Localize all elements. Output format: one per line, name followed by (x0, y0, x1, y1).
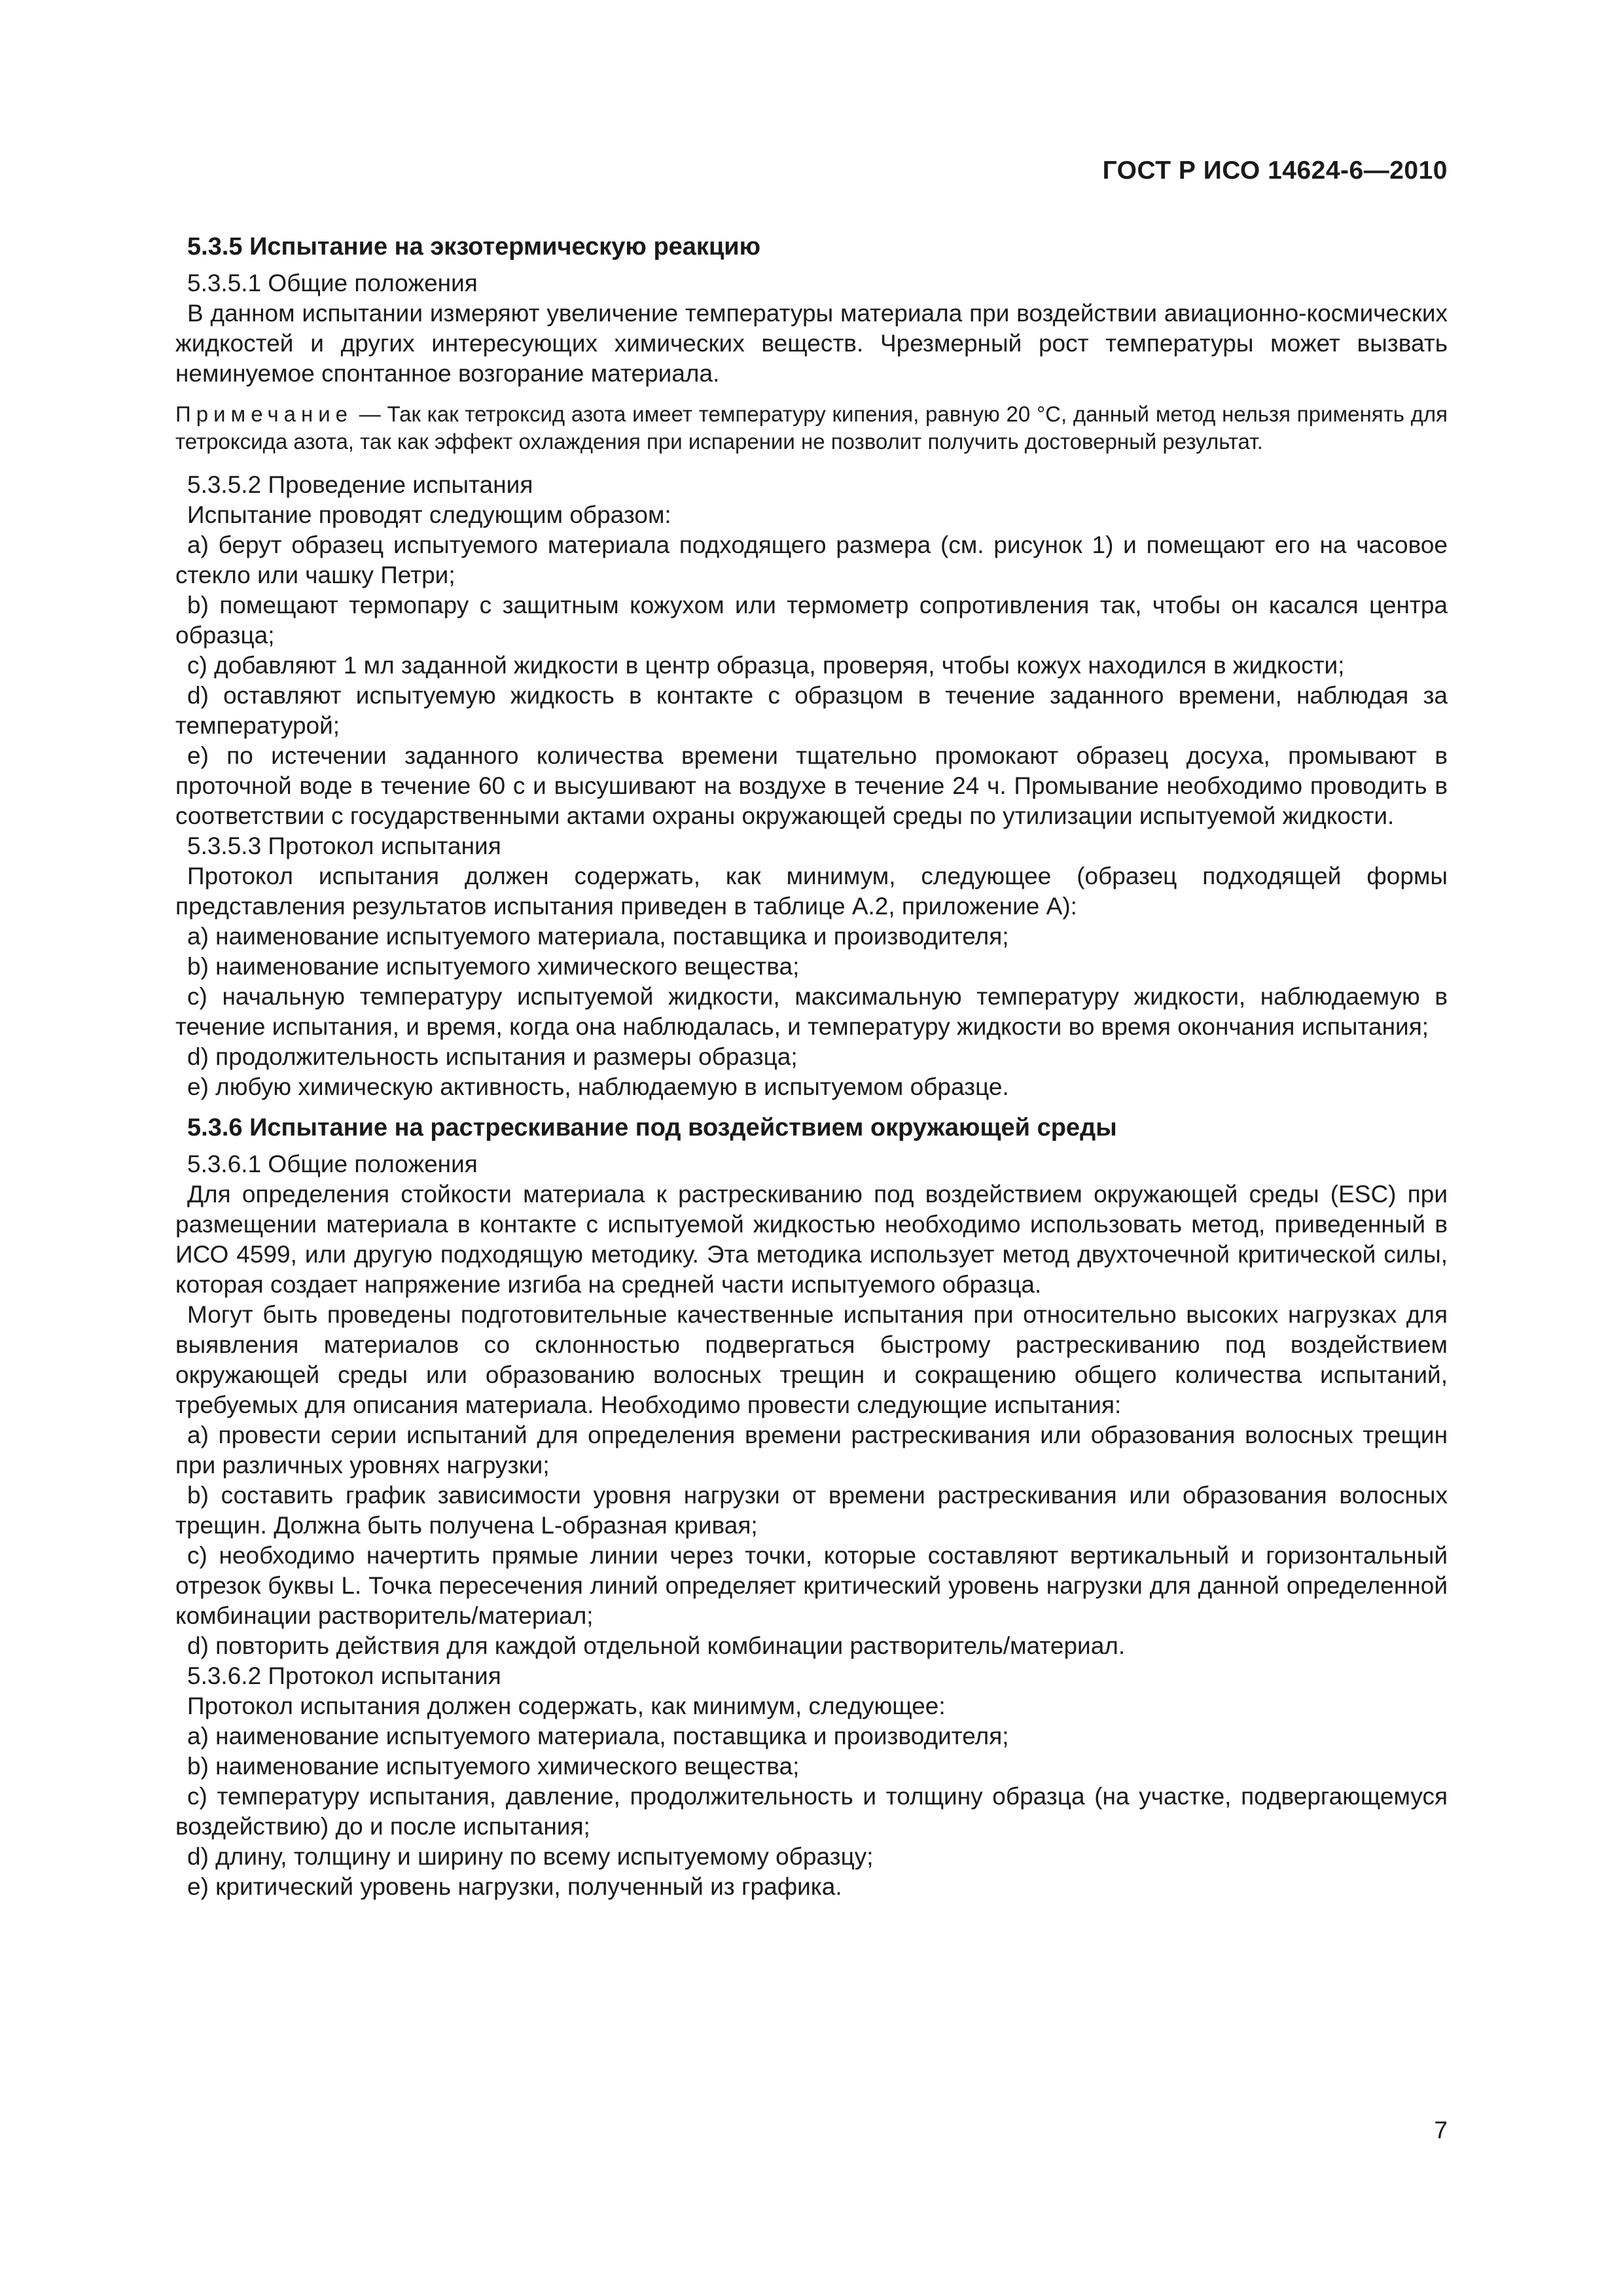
paragraph: Для определения стойкости материала к растрескиванию под воздействием окружающей среды (ESC) при размещении материала в контакте с испытуемой жидкостью необходимо использовать метод, приведенный в ИСО 4599, или другую подходящую методику. Эта методика использует метод двухточечной критической силы, которая создает напряжение изгиба на средней части испытуемого образца. (175, 1181, 1448, 1298)
list-item: a) провести серии испытаний для определения времени растрескивания или образования волосных трещин при различных уровнях нагрузки; (175, 1422, 1448, 1479)
list-item: d) длину, толщину и ширину по всему испытуемому образцу; (187, 1843, 874, 1870)
list-item: b) наименование испытуемого химического вещества; (187, 1753, 800, 1780)
list-item: a) наименование испытуемого материала, поставщика и производителя; (187, 1723, 1009, 1749)
note-label: Примечание (175, 402, 353, 426)
list-item: d) продолжительность испытания и размеры образца; (187, 1043, 798, 1070)
list-item: e) по истечении заданного количества времени тщательно промокают образец досуха, промывают в проточной воде в течение 60 с и высушивают на воздухе в течение 24 ч. Промывание необходимо проводить в соответствии с государственными актами охраны окружающей среды по утилизации испытуемой жидкости. (175, 742, 1448, 829)
paragraph: Протокол испытания должен содержать, как минимум, следующее: (187, 1693, 946, 1719)
list-item: d) повторить действия для каждой отдельной комбинации растворитель/материал. (187, 1632, 1126, 1659)
list-item: b) составить график зависимости уровня нагрузки от времени растрескивания или образования волосных трещин. Должна быть получена L-образная кривая; (175, 1482, 1448, 1539)
list-item: c) добавляют 1 мл заданной жидкости в центр образца, проверяя, чтобы кожух находился в жидкости; (187, 652, 1345, 679)
list-item: b) наименование испытуемого химического вещества; (187, 953, 800, 980)
note (175, 401, 1448, 456)
document-code: ГОСТ Р ИСО 14624-6—2010 (1102, 156, 1448, 185)
list-item: c) начальную температуру испытуемой жидкости, максимальную температуру жидкости, наблюдаемую в течение испытания, и время, когда она наблюдалась, и температуру жидкости во время окончания испытания; (175, 983, 1448, 1040)
paragraph: Протокол испытания должен содержать, как минимум, следующее (образец подходящей формы представления результатов испытания приведен в таблице А.2, приложение А): (175, 863, 1448, 920)
section-5-3-5-title: 5.3.5 Испытание на экзотермическую реакцию (187, 233, 761, 260)
section-5-3-6-title: 5.3.6 Испытание на растрескивание под воздействием окружающей среды (187, 1114, 1117, 1141)
page-content (175, 230, 1448, 1902)
paragraph: Испытание проводят следующим образом: (187, 501, 671, 528)
list-item: c) необходимо начертить прямые линии через точки, которые составляют вертикальный и горизонтальный отрезок буквы L. Точка пересечения линий определяет критический уровень нагрузки для данной определенной комбинации растворитель/материал; (175, 1542, 1448, 1629)
list-item: e) критический уровень нагрузки, полученный из графика. (187, 1873, 842, 1900)
paragraph: Могут быть проведены подготовительные качественные испытания при относительно высоких нагрузках для выявления материалов со склонностью подвергаться быстрому растрескиванию под воздействием окружающей среды или образованию волосных трещин и сокращению общего количества испытаний, требуемых для описания материала. Необходимо провести следующие испытания: (175, 1301, 1448, 1418)
subsection-5-3-6-2-title: 5.3.6.2 Протокол испытания (187, 1662, 501, 1689)
list-item: a) берут образец испытуемого материала подходящего размера (см. рисунок 1) и помещают его на часовое стекло или чашку Петри; (175, 531, 1448, 588)
list-item: e) любую химическую активность, наблюдаемую в испытуемом образце. (187, 1073, 1009, 1100)
list-item: d) оставляют испытуемую жидкость в контакте с образцом в течение заданного времени, наблюдая за температурой; (175, 682, 1448, 739)
note-text: — Так как тетроксид азота имеет температуру кипения, равную 20 °С, данный метод нельзя применять для тетроксида азота, так как эффект охлаждения при испарении не позволит получить достоверный результат. (175, 402, 1448, 454)
list-item: c) температуру испытания, давление, продолжительность и толщину образца (на участке, подвергающемуся воздействию) до и после испытания; (175, 1783, 1448, 1840)
subsection-5-3-5-1-title: 5.3.5.1 Общие положения (187, 270, 478, 296)
list-item: a) наименование испытуемого материала, поставщика и производителя; (187, 923, 1009, 950)
list-item: b) помещают термопару с защитным кожухом или термометр сопротивления так, чтобы он касался центра образца; (175, 592, 1448, 649)
subsection-5-3-5-3-title: 5.3.5.3 Протокол испытания (187, 833, 501, 859)
subsection-5-3-5-2-title: 5.3.5.2 Проведение испытания (187, 471, 533, 498)
paragraph: В данном испытании измеряют увеличение температуры материала при воздействии авиационно-космических жидкостей и других интересующих химических веществ. Чрезмерный рост температуры может вызвать неминуемое спонтанное возгорание материала. (175, 300, 1448, 387)
subsection-5-3-6-1-title: 5.3.6.1 Общие положения (187, 1151, 478, 1177)
page-number: 7 (1434, 2117, 1448, 2144)
